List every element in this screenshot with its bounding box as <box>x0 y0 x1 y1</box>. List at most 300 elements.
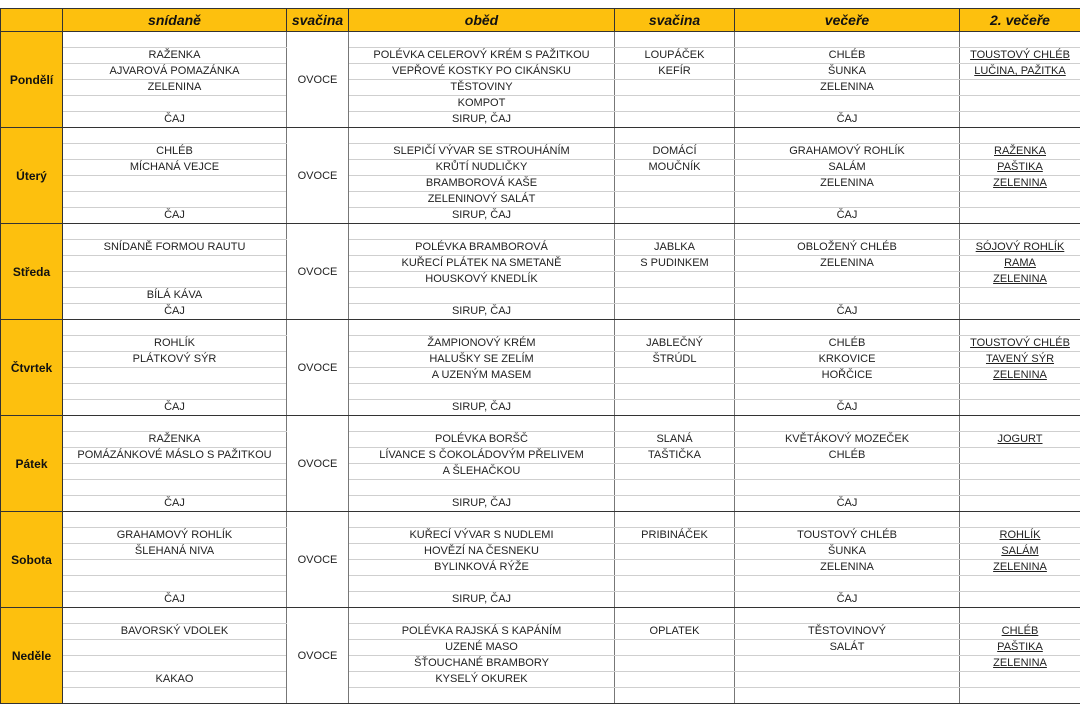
cell-snidane <box>63 304 287 320</box>
cell-vecere-2 <box>960 592 1080 608</box>
cell-vecere-2 <box>960 64 1080 80</box>
cell-svacina-2 <box>615 512 735 528</box>
menu-row <box>1 576 1080 592</box>
cell-vecere-2 <box>960 560 1080 576</box>
cell-text: ŠUNKA <box>828 545 866 557</box>
cell-vecere <box>735 240 960 256</box>
menu-row <box>1 480 1080 496</box>
cell-text: SÓJOVÝ ROHLÍK <box>976 241 1065 253</box>
svacina-1-cell: OVOCE <box>287 512 349 608</box>
cell-snidane <box>63 608 287 624</box>
cell-vecere-2 <box>960 416 1080 432</box>
cell-obed <box>349 112 615 128</box>
cell-svacina-2 <box>615 576 735 592</box>
cell-obed <box>349 592 615 608</box>
menu-row <box>1 384 1080 400</box>
menu-row <box>1 272 1080 288</box>
cell-vecere <box>735 256 960 272</box>
cell-obed <box>349 304 615 320</box>
menu-body <box>1 32 1080 704</box>
cell-text: SLANÁ <box>656 433 692 445</box>
menu-row <box>1 336 1080 352</box>
cell-vecere-2 <box>960 304 1080 320</box>
cell-vecere <box>735 224 960 240</box>
cell-text: ZELENINA <box>820 561 874 573</box>
header-obed: oběd <box>349 9 615 32</box>
cell-snidane <box>63 176 287 192</box>
cell-snidane <box>63 240 287 256</box>
cell-vecere <box>735 544 960 560</box>
menu-row <box>1 128 1080 144</box>
menu-row <box>1 48 1080 64</box>
cell-obed <box>349 160 615 176</box>
cell-svacina-2 <box>615 96 735 112</box>
menu-row <box>1 688 1080 704</box>
cell-text: SLEPIČÍ VÝVAR SE STROUHÁNÍM <box>393 145 569 157</box>
cell-text: TOUSTOVÝ CHLÉB <box>797 529 897 541</box>
cell-vecere <box>735 320 960 336</box>
cell-text: PAŠTIKA <box>997 161 1043 173</box>
cell-svacina-2 <box>615 560 735 576</box>
cell-vecere-2 <box>960 352 1080 368</box>
cell-vecere <box>735 368 960 384</box>
cell-snidane <box>63 112 287 128</box>
cell-snidane <box>63 336 287 352</box>
menu-row <box>1 432 1080 448</box>
menu-row <box>1 80 1080 96</box>
cell-text: JABLEČNÝ <box>646 337 703 349</box>
cell-obed <box>349 464 615 480</box>
cell-text: ŠTRÚDL <box>652 353 696 365</box>
cell-text: CHLÉB <box>829 49 866 61</box>
cell-svacina-2 <box>615 640 735 656</box>
cell-snidane <box>63 560 287 576</box>
cell-vecere <box>735 128 960 144</box>
cell-snidane <box>63 512 287 528</box>
cell-text: ČAJ <box>837 401 858 413</box>
cell-vecere-2 <box>960 128 1080 144</box>
cell-vecere <box>735 176 960 192</box>
cell-snidane <box>63 272 287 288</box>
cell-snidane <box>63 224 287 240</box>
cell-text: POLÉVKA RAJSKÁ S KAPÁNÍM <box>402 625 562 637</box>
svacina-1-cell: OVOCE <box>287 128 349 224</box>
cell-text: OBLOŽENÝ CHLÉB <box>797 241 897 253</box>
cell-obed <box>349 672 615 688</box>
weekly-menu-table <box>0 8 1080 704</box>
cell-obed <box>349 48 615 64</box>
day-label: Středa <box>1 224 63 320</box>
cell-obed <box>349 272 615 288</box>
menu-row <box>1 176 1080 192</box>
cell-svacina-2 <box>615 624 735 640</box>
cell-text: SNÍDANĚ FORMOU RAUTU <box>104 241 246 253</box>
cell-vecere-2 <box>960 496 1080 512</box>
cell-text: CHLÉB <box>1002 625 1039 637</box>
cell-svacina-2 <box>615 688 735 704</box>
cell-text: SIRUP, ČAJ <box>452 497 511 509</box>
cell-vecere-2 <box>960 368 1080 384</box>
cell-vecere <box>735 352 960 368</box>
cell-vecere-2 <box>960 432 1080 448</box>
cell-svacina-2 <box>615 64 735 80</box>
cell-vecere <box>735 288 960 304</box>
cell-text: ČAJ <box>837 209 858 221</box>
cell-snidane <box>63 352 287 368</box>
cell-text: CHLÉB <box>829 449 866 461</box>
cell-vecere <box>735 656 960 672</box>
cell-snidane <box>63 464 287 480</box>
cell-text: VEPŘOVÉ KOSTKY PO CIKÁNSKU <box>392 65 571 77</box>
cell-svacina-2 <box>615 304 735 320</box>
menu-row <box>1 368 1080 384</box>
cell-text: SALÁT <box>830 641 865 653</box>
cell-obed <box>349 224 615 240</box>
cell-snidane <box>63 496 287 512</box>
cell-svacina-2 <box>615 592 735 608</box>
cell-text: A ŠLEHAČKOU <box>443 465 521 477</box>
cell-text: ČAJ <box>837 113 858 125</box>
menu-row <box>1 464 1080 480</box>
cell-vecere-2 <box>960 272 1080 288</box>
menu-row <box>1 544 1080 560</box>
cell-obed <box>349 208 615 224</box>
cell-text: KRŮTÍ NUDLIČKY <box>436 161 528 173</box>
cell-text: KUŘECÍ VÝVAR S NUDLEMI <box>409 529 553 541</box>
cell-obed <box>349 496 615 512</box>
cell-svacina-2 <box>615 384 735 400</box>
menu-row <box>1 400 1080 416</box>
cell-vecere-2 <box>960 688 1080 704</box>
cell-svacina-2 <box>615 416 735 432</box>
cell-text: ČAJ <box>164 497 185 509</box>
cell-obed <box>349 192 615 208</box>
cell-svacina-2 <box>615 528 735 544</box>
cell-vecere <box>735 64 960 80</box>
cell-vecere <box>735 416 960 432</box>
menu-row <box>1 192 1080 208</box>
cell-vecere-2 <box>960 464 1080 480</box>
cell-text: ČAJ <box>164 209 185 221</box>
cell-vecere <box>735 480 960 496</box>
cell-vecere-2 <box>960 656 1080 672</box>
cell-svacina-2 <box>615 672 735 688</box>
cell-svacina-2 <box>615 272 735 288</box>
cell-text: ZELENINA <box>993 369 1047 381</box>
cell-obed <box>349 400 615 416</box>
cell-vecere <box>735 576 960 592</box>
cell-vecere-2 <box>960 608 1080 624</box>
cell-svacina-2 <box>615 448 735 464</box>
cell-text: SALÁM <box>1001 545 1038 557</box>
cell-obed <box>349 432 615 448</box>
cell-text: PLÁTKOVÝ SÝR <box>133 353 217 365</box>
cell-text: ŠŤOUCHANÉ BRAMBORY <box>414 657 549 669</box>
cell-vecere-2 <box>960 160 1080 176</box>
cell-text: BRAMBOROVÁ KAŠE <box>426 177 537 189</box>
cell-vecere-2 <box>960 176 1080 192</box>
cell-text: S PUDINKEM <box>640 257 708 269</box>
cell-text: SALÁM <box>828 161 865 173</box>
cell-vecere-2 <box>960 640 1080 656</box>
cell-vecere-2 <box>960 32 1080 48</box>
cell-obed <box>349 128 615 144</box>
cell-snidane <box>63 256 287 272</box>
cell-vecere <box>735 528 960 544</box>
cell-obed <box>349 416 615 432</box>
cell-vecere-2 <box>960 96 1080 112</box>
cell-text: BYLINKOVÁ RÝŽE <box>434 561 529 573</box>
cell-svacina-2 <box>615 112 735 128</box>
cell-snidane <box>63 528 287 544</box>
day-label: Pátek <box>1 416 63 512</box>
cell-text: ČAJ <box>164 401 185 413</box>
menu-row <box>1 96 1080 112</box>
cell-obed <box>349 608 615 624</box>
cell-obed <box>349 256 615 272</box>
cell-obed <box>349 512 615 528</box>
cell-text: A UZENÝM MASEM <box>432 369 532 381</box>
cell-vecere <box>735 32 960 48</box>
cell-text: RAŽENKA <box>149 49 201 61</box>
cell-text: TAŠTIČKA <box>648 449 701 461</box>
cell-svacina-2 <box>615 256 735 272</box>
cell-snidane <box>63 160 287 176</box>
cell-text: MÍCHANÁ VEJCE <box>130 161 219 173</box>
cell-svacina-2 <box>615 368 735 384</box>
cell-obed <box>349 320 615 336</box>
cell-obed <box>349 576 615 592</box>
cell-text: ČAJ <box>164 305 185 317</box>
cell-text: SIRUP, ČAJ <box>452 305 511 317</box>
cell-snidane <box>63 624 287 640</box>
cell-snidane <box>63 368 287 384</box>
cell-text: SIRUP, ČAJ <box>452 593 511 605</box>
cell-svacina-2 <box>615 656 735 672</box>
cell-snidane <box>63 144 287 160</box>
cell-obed <box>349 32 615 48</box>
cell-text: TOUSTOVÝ CHLÉB <box>970 337 1070 349</box>
cell-text: AJVAROVÁ POMAZÁNKA <box>110 65 240 77</box>
cell-vecere <box>735 688 960 704</box>
cell-snidane <box>63 48 287 64</box>
cell-text: LUČINA, PAŽITKA <box>974 65 1065 77</box>
cell-snidane <box>63 192 287 208</box>
cell-vecere-2 <box>960 512 1080 528</box>
menu-row <box>1 304 1080 320</box>
cell-svacina-2 <box>615 224 735 240</box>
cell-vecere <box>735 208 960 224</box>
cell-snidane <box>63 544 287 560</box>
cell-text: TOUSTOVÝ CHLÉB <box>970 49 1070 61</box>
cell-svacina-2 <box>615 400 735 416</box>
cell-vecere-2 <box>960 256 1080 272</box>
cell-vecere <box>735 192 960 208</box>
cell-vecere <box>735 336 960 352</box>
cell-vecere-2 <box>960 400 1080 416</box>
cell-text: LÍVANCE S ČOKOLÁDOVÝM PŘELIVEM <box>379 449 584 461</box>
cell-snidane <box>63 416 287 432</box>
cell-svacina-2 <box>615 608 735 624</box>
cell-svacina-2 <box>615 336 735 352</box>
cell-vecere <box>735 608 960 624</box>
menu-row <box>1 256 1080 272</box>
cell-vecere <box>735 48 960 64</box>
cell-text: ČAJ <box>837 497 858 509</box>
cell-snidane <box>63 320 287 336</box>
cell-snidane <box>63 576 287 592</box>
menu-row <box>1 144 1080 160</box>
cell-text: MOUČNÍK <box>649 161 701 173</box>
cell-obed <box>349 688 615 704</box>
cell-text: JOGURT <box>997 433 1042 445</box>
cell-text: UZENÉ MASO <box>445 641 518 653</box>
cell-obed <box>349 640 615 656</box>
cell-vecere-2 <box>960 112 1080 128</box>
cell-vecere <box>735 512 960 528</box>
cell-obed <box>349 544 615 560</box>
cell-vecere <box>735 272 960 288</box>
menu-row <box>1 208 1080 224</box>
cell-text: ZELENINA <box>820 81 874 93</box>
header-vecere-2: 2. večeře <box>960 9 1080 32</box>
cell-text: TAVENÝ SÝR <box>986 353 1054 365</box>
cell-vecere <box>735 80 960 96</box>
cell-text: SIRUP, ČAJ <box>452 401 511 413</box>
cell-snidane <box>63 128 287 144</box>
cell-snidane <box>63 288 287 304</box>
cell-vecere-2 <box>960 544 1080 560</box>
cell-snidane <box>63 384 287 400</box>
cell-vecere-2 <box>960 624 1080 640</box>
cell-vecere <box>735 448 960 464</box>
cell-vecere-2 <box>960 448 1080 464</box>
cell-obed <box>349 352 615 368</box>
cell-text: TĚSTOVINOVÝ <box>808 625 886 637</box>
cell-vecere <box>735 496 960 512</box>
svacina-1-cell: OVOCE <box>287 416 349 512</box>
menu-row <box>1 672 1080 688</box>
cell-snidane <box>63 96 287 112</box>
svacina-1-cell: OVOCE <box>287 608 349 704</box>
cell-text: BAVORSKÝ VDOLEK <box>121 625 228 637</box>
cell-snidane <box>63 64 287 80</box>
cell-svacina-2 <box>615 352 735 368</box>
cell-obed <box>349 656 615 672</box>
cell-snidane <box>63 400 287 416</box>
cell-text: HALUŠKY SE ZELÍM <box>429 353 533 365</box>
cell-vecere <box>735 592 960 608</box>
cell-text: HOŘČICE <box>822 369 873 381</box>
cell-vecere <box>735 144 960 160</box>
cell-text: POLÉVKA BRAMBOROVÁ <box>415 241 548 253</box>
cell-text: KRKOVICE <box>819 353 876 365</box>
cell-text: ROHLÍK <box>1000 529 1041 541</box>
cell-text: ZELENINA <box>993 273 1047 285</box>
cell-text: KEFÍR <box>658 65 690 77</box>
cell-svacina-2 <box>615 48 735 64</box>
cell-text: POMÁZÁNKOVÉ MÁSLO S PAŽITKOU <box>77 449 271 461</box>
cell-vecere <box>735 304 960 320</box>
cell-svacina-2 <box>615 192 735 208</box>
menu-row <box>1 160 1080 176</box>
cell-text: KAKAO <box>156 673 194 685</box>
cell-obed <box>349 448 615 464</box>
cell-svacina-2 <box>615 496 735 512</box>
cell-text: SIRUP, ČAJ <box>452 209 511 221</box>
cell-svacina-2 <box>615 320 735 336</box>
cell-text: ZELENINA <box>993 561 1047 573</box>
cell-vecere-2 <box>960 80 1080 96</box>
cell-snidane <box>63 208 287 224</box>
cell-vecere <box>735 160 960 176</box>
cell-vecere-2 <box>960 528 1080 544</box>
menu-row <box>1 496 1080 512</box>
cell-vecere-2 <box>960 672 1080 688</box>
cell-obed <box>349 176 615 192</box>
cell-obed <box>349 80 615 96</box>
header-row <box>1 9 1080 32</box>
menu-row <box>1 656 1080 672</box>
cell-text: RAMA <box>1004 257 1036 269</box>
cell-obed <box>349 336 615 352</box>
cell-vecere <box>735 400 960 416</box>
cell-obed <box>349 96 615 112</box>
cell-text: PAŠTIKA <box>997 641 1043 653</box>
cell-text: ROHLÍK <box>154 337 195 349</box>
cell-text: PRIBINÁČEK <box>641 529 708 541</box>
menu-row <box>1 32 1080 48</box>
cell-svacina-2 <box>615 464 735 480</box>
cell-text: HOUSKOVÝ KNEDLÍK <box>425 273 537 285</box>
header-svacina-2: svačina <box>615 9 735 32</box>
cell-svacina-2 <box>615 80 735 96</box>
cell-text: CHLÉB <box>829 337 866 349</box>
cell-snidane <box>63 480 287 496</box>
cell-vecere-2 <box>960 192 1080 208</box>
cell-snidane <box>63 80 287 96</box>
cell-text: KOMPOT <box>458 97 506 109</box>
cell-text: DOMÁCÍ <box>653 145 697 157</box>
cell-text: TĚSTOVINY <box>450 81 512 93</box>
cell-vecere-2 <box>960 384 1080 400</box>
cell-obed <box>349 368 615 384</box>
cell-snidane <box>63 592 287 608</box>
cell-text: ZELENINA <box>993 657 1047 669</box>
cell-text: KVĚTÁKOVÝ MOZEČEK <box>785 433 909 445</box>
menu-row <box>1 416 1080 432</box>
day-label: Sobota <box>1 512 63 608</box>
cell-text: GRAHAMOVÝ ROHLÍK <box>789 145 905 157</box>
cell-vecere-2 <box>960 240 1080 256</box>
day-label: Čtvrtek <box>1 320 63 416</box>
cell-obed <box>349 480 615 496</box>
cell-vecere-2 <box>960 576 1080 592</box>
cell-text: POLÉVKA BORŠČ <box>435 433 528 445</box>
cell-svacina-2 <box>615 480 735 496</box>
cell-text: HOVĚZÍ NA ČESNEKU <box>424 545 539 557</box>
cell-svacina-2 <box>615 240 735 256</box>
cell-text: RAŽENKA <box>994 145 1046 157</box>
cell-snidane <box>63 688 287 704</box>
cell-vecere-2 <box>960 336 1080 352</box>
cell-text: BÍLÁ KÁVA <box>147 289 202 301</box>
cell-text: ZELENINOVÝ SALÁT <box>428 193 536 205</box>
day-label: Neděle <box>1 608 63 704</box>
cell-vecere <box>735 432 960 448</box>
menu-row <box>1 624 1080 640</box>
cell-text: ŽAMPIONOVÝ KRÉM <box>427 337 535 349</box>
